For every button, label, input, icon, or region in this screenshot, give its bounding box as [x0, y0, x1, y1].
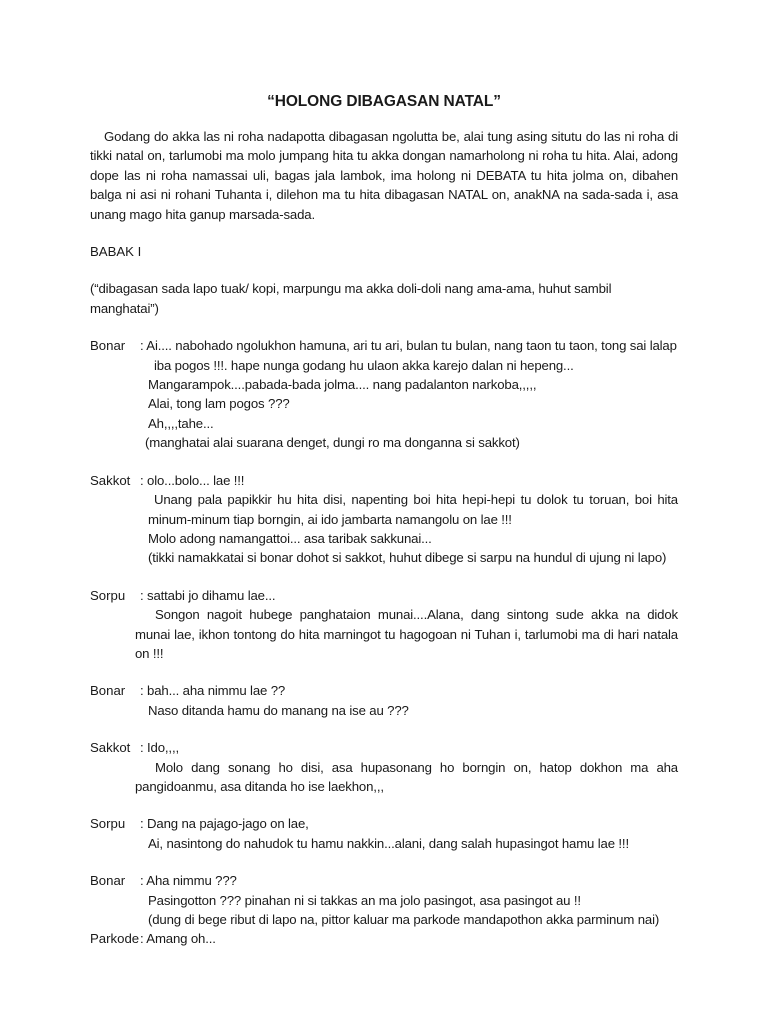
dialogue-line: : bah... aha nimmu lae ?? — [140, 683, 286, 699]
dialogue-block-bonar-1 — [90, 336, 678, 452]
dialogue-block-sorpu-1 — [90, 586, 678, 664]
dialogue-line: Unang pala papikkir hu hita disi, napenting boi hita hepi-hepi tu dolok tu toruan, boi hita minum-minum tiap borngin, ai ido jambarta namangolu on lae !!! — [148, 492, 678, 527]
dialogue-line: Ai, nasintong do nahudok tu hamu nakkin...alani, dang salah hupasingot hamu lae !!! — [148, 835, 629, 851]
dialogue-block-bonar-2 — [90, 681, 678, 720]
speaker-name: Bonar — [90, 338, 126, 354]
dialogue-line: : Ai.... nabohado ngolukhon hamuna, ari tu ari, bulan tu bulan, nang taon tu taon, tong sai lalap — [140, 338, 677, 354]
dialogue-line: : Amang oh... — [140, 931, 216, 947]
document-page — [90, 91, 678, 967]
speaker-name: Sakkot — [90, 472, 131, 488]
dialogue-line: Alai, tong lam pogos ??? — [148, 396, 290, 412]
stage-direction: (dung di bege ribut di lapo na, pittor kaluar ma parkode mandapothon akka parminum nai) — [148, 912, 660, 927]
dialogue-line: Naso ditanda hamu do manang na ise au ??? — [148, 702, 409, 718]
dialogue-line: iba pogos !!!. hape nunga godang hu ulaon akka karejo dalan ni hepeng... — [154, 357, 574, 373]
dialogue-block-sakkot-1 — [90, 471, 678, 568]
dialogue-line: : Ido,,,, — [140, 740, 179, 756]
dialogue-line: : Dang na pajago-jago on lae, — [140, 816, 309, 832]
speaker-name: Parkode — [90, 931, 140, 947]
speaker-name: Sakkot — [90, 740, 131, 756]
speaker-name: Bonar — [90, 873, 126, 889]
speaker-name: Sorpu — [90, 587, 126, 603]
dialogue-line: Songon nagoit hubege panghataion munai....Alana, dang sintong sude akka na didok munai lae, ikhon tontong do hita marningot tu hagogoan ni Tuhan i, tarlumobi ma di hari natala on !!! — [135, 607, 678, 661]
dialogue-line: Pasingotton ??? pinahan ni si takkas an ma jolo pasingot, asa pasingot au !! — [148, 892, 581, 908]
dialogue-line: : olo...bolo... lae !!! — [140, 472, 245, 488]
dialogue-block-sorpu-2 — [90, 814, 678, 853]
intro-paragraph: Godang do akka las ni roha nadapotta dibagasan ngolutta be, alai tung asing situtu do las ni roha di tikki natal on, tarlumobi ma molo jumpang hita tu akka dongan namarholong ni roha tu hita. Alai, adong dope las ni roha namassai uli, bagas jala lambok, ima holong ni DEBATA tu hita jolma on, dibahen balga ni asi ni rohani Tuhanta i, dilehon ma tu hita dibagasan NATAL on, anakNA na sada-sada i, asa unang mago hita ganup marsada-sada. — [90, 129, 678, 222]
speaker-name: Bonar — [90, 683, 126, 699]
stage-direction: (“dibagasan sada lapo tuak/ kopi, marpungu ma akka doli-doli nang ama-ama, huhut sambil manghatai”) — [90, 281, 612, 316]
speaker-name: Sorpu — [90, 816, 126, 832]
dialogue-line: : sattabi jo dihamu lae... — [140, 587, 276, 603]
dialogue-block-bonar-3 — [90, 871, 678, 929]
dialogue-block-sakkot-2 — [90, 738, 678, 796]
stage-direction: (manghatai alai suarana denget, dungi ro ma donganna si sakkot) — [145, 435, 520, 451]
document-title: “HOLONG DIBAGASAN NATAL” — [267, 93, 501, 110]
dialogue-line: : Aha nimmu ??? — [140, 873, 237, 889]
dialogue-line: Molo dang sonang ho disi, asa hupasonang ho borngin on, hatop dokhon ma aha pangidoanmu, asa ditanda ho ise laekhon,,, — [135, 759, 678, 794]
stage-direction: (tikki namakkatai si bonar dohot si sakkot, huhut dibege si sarpu na hundul di ujung ni lapo) — [148, 550, 667, 566]
dialogue-line: Ah,,,,tahe... — [148, 415, 214, 431]
dialogue-line: Mangarampok....pabada-bada jolma.... nang padalanton narkoba,,,,, — [148, 377, 537, 393]
dialogue-line: Molo adong namangattoi... asa taribak sakkunai... — [148, 530, 432, 546]
dialogue-block-parkode — [90, 929, 678, 948]
act-heading: BABAK I — [90, 244, 142, 260]
